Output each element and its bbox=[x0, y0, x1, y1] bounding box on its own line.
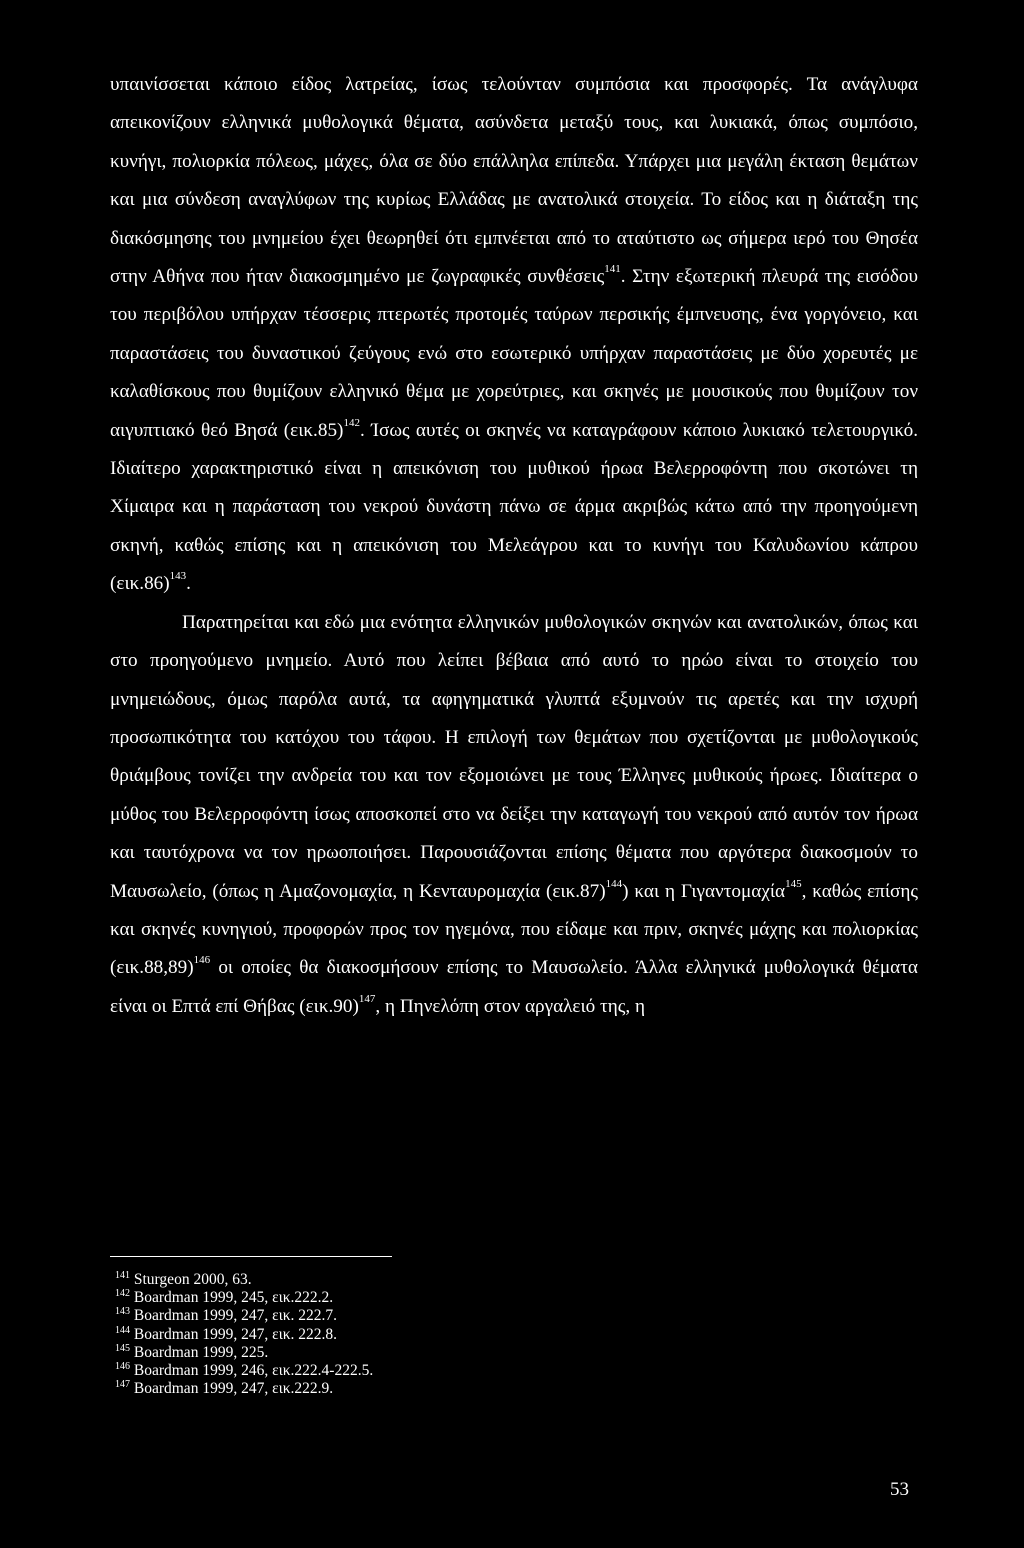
footnote-item bbox=[115, 1289, 715, 1307]
paragraph-text: ) και η Γιγαντομαχία bbox=[622, 880, 786, 902]
footnote-item bbox=[115, 1362, 715, 1380]
footnote-ref[interactable]: 144 bbox=[605, 877, 623, 890]
footnote-item bbox=[115, 1344, 715, 1362]
footnote-ref[interactable]: 143 bbox=[169, 570, 187, 583]
footnote-item bbox=[115, 1326, 715, 1344]
footnote-text: Boardman 1999, 247, εικ. 222.7. bbox=[130, 1307, 338, 1325]
footnote-ref[interactable]: 146 bbox=[193, 954, 211, 967]
footnote-divider bbox=[110, 1256, 392, 1257]
paragraph-text: . bbox=[186, 573, 191, 595]
paragraph-text: Παρατηρείται και εδώ μια ενότητα ελληνικών μυθολογικών σκηνών και ανατολικών, όπως και στο προηγούμενο μνημείο. Αυτό που λείπει βέβαια από αυτό το ηρώο είναι το στοιχείο του μνημειώδους, όμως παρόλα αυτά, τα αφηγηματικά γλυπτά εξυμνούν τις αρετές και την ισχυρή προσωπικότητα του κατόχου του τάφου. Η επιλογή των θεμάτων που σχετίζονται με μυθολογικούς θριάμβους τονίζει την ανδρεία του και τον εξομοιώνει με τους Έλληνες μυθικούς ήρωες. Ιδιαίτερα ο μύθος του Βελερροφόντη ίσως αποσκοπεί στο να δείξει την καταγωγή του νεκρού από αυτόν τον ήρωα και ταυτόχρονα να τον ηρωοποιήσει. Παρουσιάζονται επίσης θέματα που αργότερα διακοσμούν το Μαυσωλείο, (όπως η Αμαζονομαχία, η Κενταυρομαχία (εικ.87) bbox=[110, 611, 918, 902]
paragraph-2 bbox=[110, 604, 918, 1026]
footnote-number: 145 bbox=[115, 1342, 130, 1354]
footnote-number: 144 bbox=[115, 1324, 130, 1336]
footnote-ref[interactable]: 145 bbox=[785, 877, 802, 890]
footnote-item bbox=[115, 1271, 715, 1289]
footnote-text: Sturgeon 2000, 63. bbox=[130, 1271, 252, 1288]
paragraph-text: . Στην εξωτερική πλευρά της εισόδου του περιβόλου υπήρχαν τέσσερις πτερωτές προτομές ταύρων περσικής έμπνευσης, ένα γοργόνειο, και παραστάσεις του δυναστικού ζεύγους ενώ στο εσωτερικό υπήρχαν παραστάσεις με δύο χορευτές με καλαθίσκους που θυμίζουν ελληνικό θέμα με χορεύτριες, και σκηνές με μουσικούς που θυμίζουν τον αιγυπτιακό θεό Βησά (εικ.85) bbox=[110, 266, 918, 441]
page-body bbox=[110, 66, 918, 1026]
footnote-text: Boardman 1999, 246, εικ.222.4-222.5. bbox=[130, 1362, 374, 1380]
footnote-number: 141 bbox=[115, 1270, 130, 1281]
footnote-text: Boardman 1999, 247, εικ. 222.8. bbox=[130, 1325, 338, 1343]
paragraph-text: οι οποίες θα διακοσμήσουν επίσης το Μαυσωλείο. Άλλα ελληνικά μυθολογικά θέματα είναι οι Επτά επί Θήβας (εικ.90) bbox=[110, 957, 918, 1017]
paragraph-text: υπαινίσσεται κάποιο είδος λατρείας, ίσως τελούνταν συμπόσια και προσφορές. Τα ανάγλυφα απεικονίζουν ελληνικά μυθολογικά θέματα, ασύνδετα μεταξύ τους, και λυκιακά, όπως συμπόσιο, κυνήγι, πολιορκία πόλεως, μάχες, όλα σε δύο επάλληλα επίπεδα. Υπάρχει μια μεγάλη έκταση θεμάτων και μια σύνδεση αναγλύφων της κυρίως Ελλάδας με ανατολικά στοιχεία. Το είδος και η διάταξη της διακόσμησης του μνημείου έχει θεωρηθεί ότι εμπνέεται από το αταύτιστο ως σήμερα ιερό του Θησέα στην Αθήνα που ήταν διακοσμημένο με ζωγραφικές συνθέσεις bbox=[110, 74, 918, 288]
footnote-number: 143 bbox=[115, 1306, 130, 1318]
footnotes bbox=[115, 1271, 715, 1398]
page-number: 53 bbox=[890, 1479, 909, 1500]
paragraph-1 bbox=[110, 66, 918, 604]
footnote-number: 147 bbox=[115, 1379, 130, 1391]
footnote-number: 146 bbox=[115, 1361, 130, 1373]
footnote-ref[interactable]: 147 bbox=[358, 992, 376, 1005]
footnote-item bbox=[115, 1307, 715, 1325]
footnote-ref[interactable]: 141 bbox=[604, 263, 621, 276]
footnote-text: Boardman 1999, 247, εικ.222.9. bbox=[130, 1380, 334, 1398]
footnote-text: Boardman 1999, 225. bbox=[130, 1343, 269, 1361]
footnote-ref[interactable]: 142 bbox=[343, 416, 360, 429]
paragraph-text: , καθώς επίσης και σκηνές κυνηγιού, προφορών προς τον ηγεμόνα, που είδαμε και πριν, σκηνές μάχης και πολιορκίας (εικ.88,89) bbox=[110, 880, 918, 979]
footnote-item bbox=[115, 1380, 715, 1398]
paragraph-text: , η Πηνελόπη στον αργαλειό της, η bbox=[375, 995, 646, 1017]
paragraph-text: . Ίσως αυτές οι σκηνές να καταγράφουν κάποιο λυκιακό τελετουργικό. Ιδιαίτερο χαρακτηριστικό είναι η απεικόνιση του μυθικού ήρωα Βελερροφόντη που σκοτώνει τη Χίμαιρα και η παράσταση του νεκρού δυνάστη πάνω σε άρμα ακριβώς κάτω από την προηγούμενη σκηνή, καθώς επίσης και η απεικόνιση του Μελεάγρου και το κυνήγι του Καλυδωνίου κάπρου (εικ.86) bbox=[110, 419, 918, 595]
footnote-text: Boardman 1999, 245, εικ.222.2. bbox=[130, 1289, 334, 1307]
footnote-number: 142 bbox=[115, 1288, 130, 1300]
